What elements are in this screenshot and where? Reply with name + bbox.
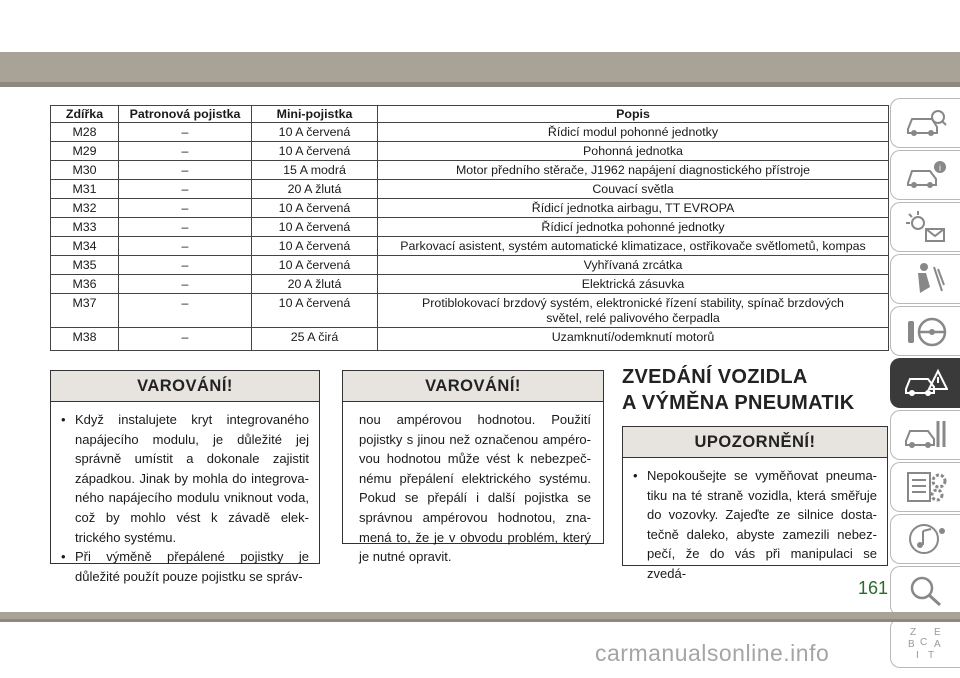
cell-description: Řídicí modul pohonné jednotky — [378, 123, 889, 142]
cell-socket: M37 — [51, 294, 119, 328]
cell-description: Uzamknutí/odemknutí motorů — [378, 328, 889, 351]
tab-settings-list[interactable] — [890, 462, 960, 512]
tab-steering-wheel[interactable] — [890, 306, 960, 356]
steering-wheel-icon — [904, 313, 948, 349]
tab-car-info[interactable] — [890, 150, 960, 200]
tab-car-hazard[interactable] — [890, 358, 960, 408]
tab-car-search[interactable] — [890, 98, 960, 148]
settings-list-icon — [904, 469, 948, 505]
table-row — [51, 256, 889, 275]
index-letter: E — [933, 627, 941, 638]
cell-cartridge: – — [119, 180, 252, 199]
warning-bullet: • Při výměně přepálené pojistky je důležité použít pouze pojistku se správ- — [61, 547, 309, 586]
cell-socket: M34 — [51, 237, 119, 256]
tab-index[interactable] — [890, 618, 960, 668]
fuse-table — [50, 105, 889, 351]
header-cartridge-fuse: Patronová pojistka — [119, 106, 252, 123]
cell-socket: M36 — [51, 275, 119, 294]
tab-dashboard-lights[interactable] — [890, 202, 960, 252]
caution-title: UPOZORNĚNÍ! — [623, 427, 887, 458]
warning-box-middle — [342, 370, 604, 565]
cell-mini: 10 A červená — [252, 256, 378, 275]
cell-description: Protiblokovací brzdový systém, elektronické řízení stability, spínač brzdových světel, relé palivového čerpadla — [378, 294, 889, 328]
tab-search[interactable] — [890, 566, 960, 616]
table-row — [51, 123, 889, 142]
table-row — [51, 142, 889, 161]
cell-description: Pohonná jednotka — [378, 142, 889, 161]
car-search-icon — [904, 105, 948, 141]
car-info-icon — [904, 157, 948, 193]
cell-socket: M30 — [51, 161, 119, 180]
cell-description: Parkovací asistent, systém automatické klimatizace, ostřikovače světlometů, kompas — [378, 237, 889, 256]
cell-cartridge: – — [119, 161, 252, 180]
caution-box — [622, 426, 888, 581]
table-row — [51, 275, 889, 294]
table-row — [51, 237, 889, 256]
cell-socket: M32 — [51, 199, 119, 218]
table-row — [51, 199, 889, 218]
cell-cartridge: – — [119, 123, 252, 142]
airbag-seat-icon — [904, 261, 948, 297]
watermark: carmanualsonline.info — [595, 640, 830, 666]
cell-cartridge: – — [119, 237, 252, 256]
cell-cartridge: – — [119, 294, 252, 328]
header-socket: Zdířka — [51, 106, 119, 123]
cell-socket: M31 — [51, 180, 119, 199]
warning-bullet: • Když instalujete kryt integrovaného napájecího modulu, je důležité jej správně umístit a dokonale zajistit západkou. Jinak by mohla do integrova-ného napájecího modulu vniknout voda, což by mohlo vést k závadě elek-trického systému. — [61, 410, 309, 547]
cell-socket: M33 — [51, 218, 119, 237]
cell-description: Motor předního stěrače, J1962 napájení diagnostického přístroje — [378, 161, 889, 180]
header-mini-fuse: Mini-pojistka — [252, 106, 378, 123]
cell-mini: 15 A modrá — [252, 161, 378, 180]
warning-title: VAROVÁNÍ! — [51, 371, 319, 402]
section-title — [622, 364, 854, 416]
cell-cartridge: – — [119, 256, 252, 275]
table-row — [51, 328, 889, 351]
cell-socket: M29 — [51, 142, 119, 161]
section-title-line-1: ZVEDÁNÍ VOZIDLA — [622, 366, 808, 388]
car-tools-icon — [904, 417, 948, 453]
header-description: Popis — [378, 106, 889, 123]
bottom-footer-band — [0, 612, 960, 619]
bottom-footer-line — [0, 619, 960, 622]
tab-car-tools[interactable] — [890, 410, 960, 460]
caution-bullet: • Nepokoušejte se vyměňovat pneuma-tiku na té straně vozidla, která směřuje do vozovky. Zajeďte ze silnice dosta-tečně daleko, abyste zamezili nebez-pečí, že do vás při manipulaci se zvedá- — [633, 466, 877, 584]
cell-mini: 10 A červená — [252, 237, 378, 256]
table-row — [51, 180, 889, 199]
cell-description: Couvací světla — [378, 180, 889, 199]
cell-mini: 10 A červená — [252, 142, 378, 161]
top-header-band — [0, 52, 960, 82]
dashboard-lights-icon — [904, 209, 948, 245]
warning-title: VAROVÁNÍ! — [343, 371, 603, 402]
index-letter: C — [919, 637, 927, 648]
table-header-row — [51, 106, 889, 123]
cell-mini: 20 A žlutá — [252, 180, 378, 199]
cell-description: Řídicí jednotka pohonné jednotky — [378, 218, 889, 237]
caution-body — [623, 458, 887, 584]
cell-cartridge: – — [119, 199, 252, 218]
cell-mini: 10 A červená — [252, 123, 378, 142]
cell-socket: M38 — [51, 328, 119, 351]
svg-text:i: i — [938, 163, 941, 173]
cell-cartridge: – — [119, 328, 252, 351]
cell-mini: 20 A žlutá — [252, 275, 378, 294]
cell-mini: 10 A červená — [252, 218, 378, 237]
cell-mini: 25 A čirá — [252, 328, 378, 351]
page-number: 161 — [858, 578, 889, 598]
index-letter: A — [933, 639, 941, 650]
cell-cartridge: – — [119, 142, 252, 161]
top-header-line — [0, 82, 960, 87]
warning-box-left — [50, 370, 320, 584]
cell-description: Vyhřívaná zrcátka — [378, 256, 889, 275]
tab-airbag-seat[interactable] — [890, 254, 960, 304]
cell-description: Elektrická zásuvka — [378, 275, 889, 294]
table-row — [51, 161, 889, 180]
cell-cartridge: – — [119, 218, 252, 237]
index-letter: Z — [909, 627, 916, 638]
search-icon — [904, 573, 948, 609]
warning-body: nou ampérovou hodnotou. Použití pojistky s jinou než označenou ampéro-vou hodnotou může vést k nebezpeč-nému přepálení elektrického systému. Pokud se přepálí i další pojistka se správnou ampérovou hodnotou, zna-mená to, že je v obvodu problém, který je nutné opravit. — [359, 412, 591, 565]
table-row — [51, 294, 889, 328]
table-row — [51, 218, 889, 237]
index-letters-icon — [904, 625, 948, 661]
music-media-icon — [904, 521, 948, 557]
index-letter: T — [927, 650, 934, 661]
tab-music-media[interactable] — [890, 514, 960, 564]
cell-mini: 10 A červená — [252, 199, 378, 218]
cell-socket: M28 — [51, 123, 119, 142]
cell-socket: M35 — [51, 256, 119, 275]
cell-cartridge: – — [119, 275, 252, 294]
index-letter: I — [915, 650, 919, 661]
cell-description: Řídicí jednotka airbagu, TT EVROPA — [378, 199, 889, 218]
section-title-line-2: A VÝMĚNA PNEUMATIK — [622, 392, 855, 414]
index-letter: B — [907, 639, 915, 650]
car-hazard-icon — [904, 365, 948, 401]
warning-body — [51, 402, 319, 586]
cell-mini: 10 A červená — [252, 294, 378, 328]
